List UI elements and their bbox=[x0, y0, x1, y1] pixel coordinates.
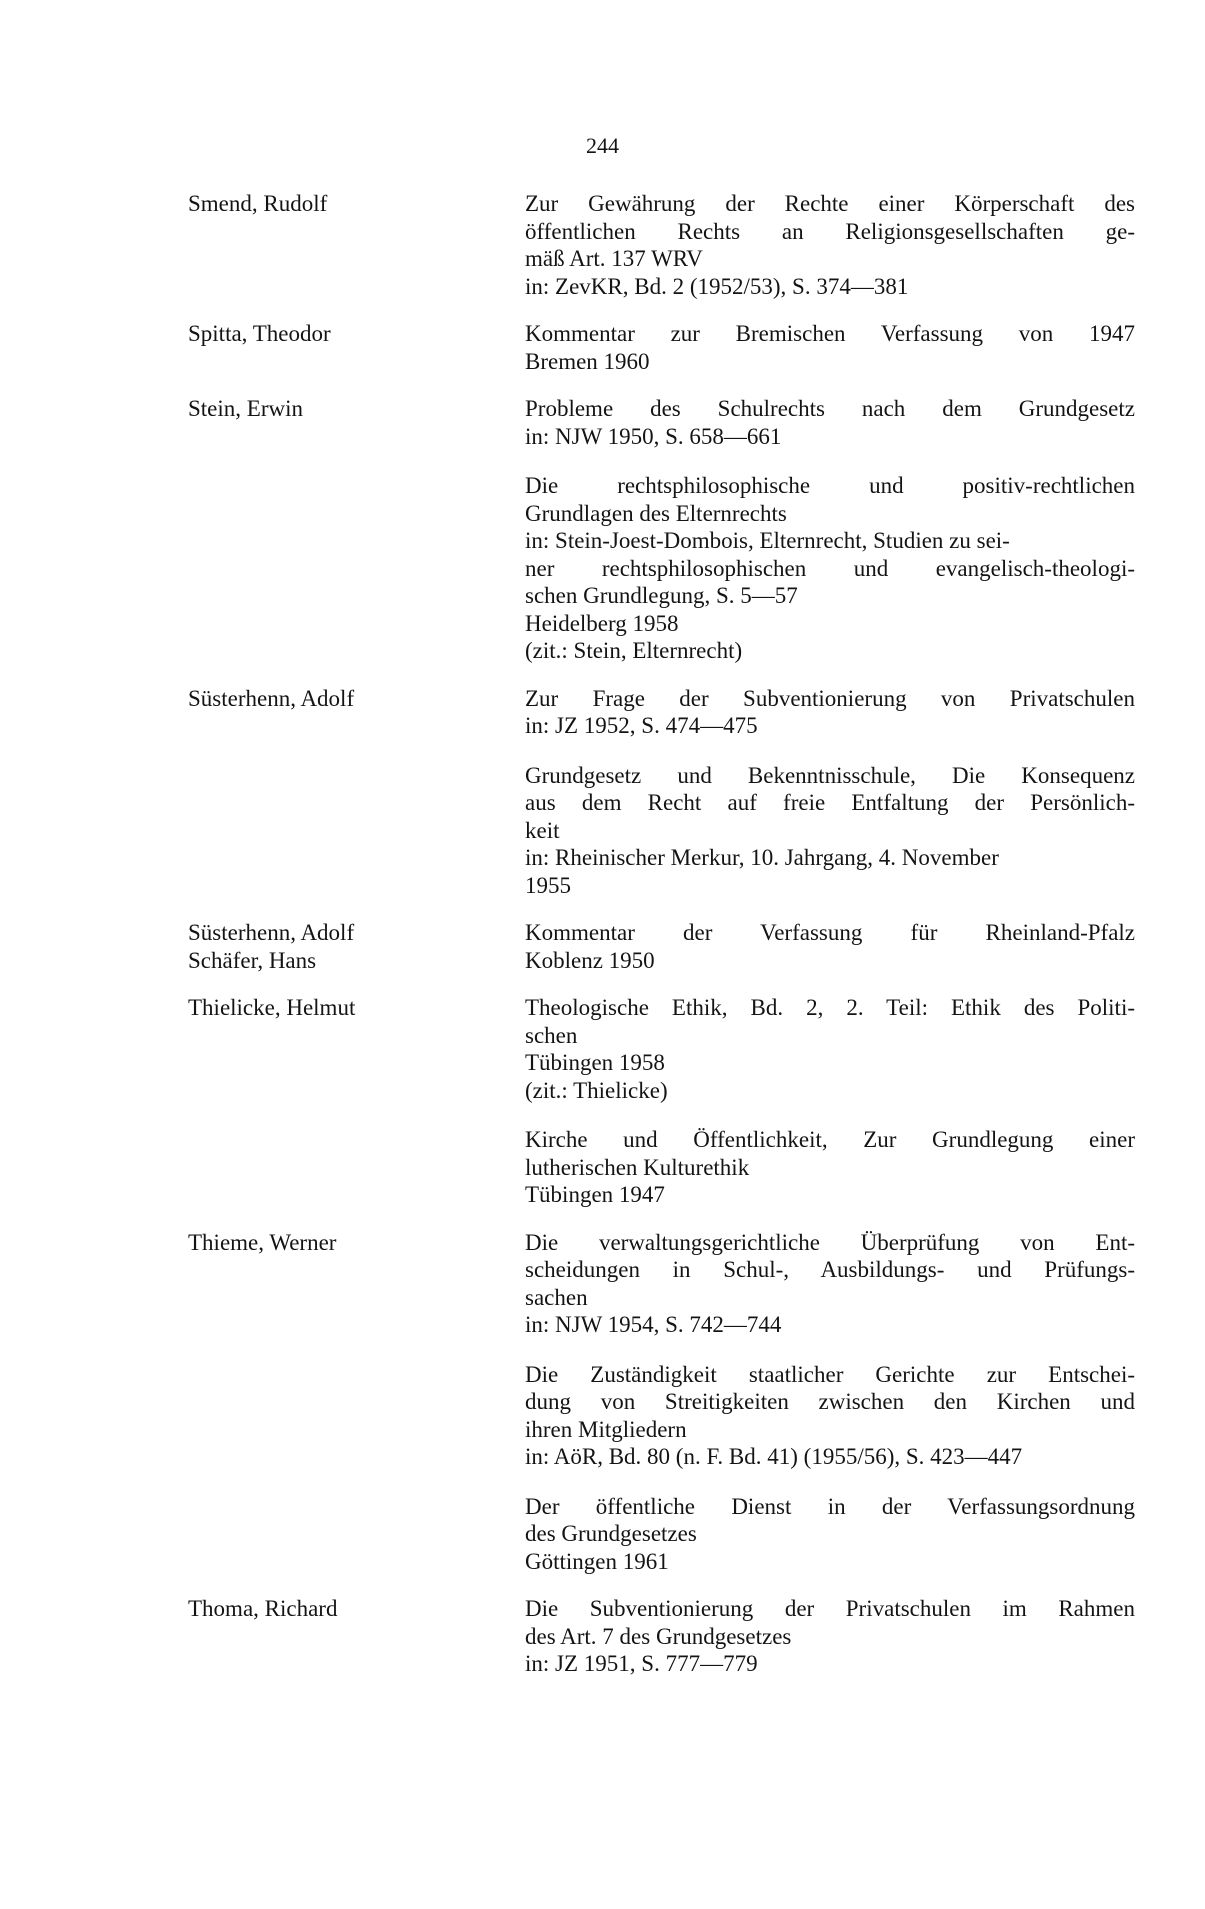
citation-line: keit bbox=[525, 817, 560, 843]
work-citation bbox=[525, 994, 1135, 1104]
citation-line: Zur Frage der Subventionierung von Privatschulen bbox=[525, 685, 1135, 711]
citation-line: des Grundgesetzes bbox=[525, 1521, 697, 1546]
citation-line: lutherischen Kulturethik bbox=[525, 1154, 750, 1180]
author-line: Süsterhenn, Adolf bbox=[188, 920, 355, 945]
citation-line: scheidungen in Schul-, Ausbildungs- und Prüfungs- bbox=[525, 1257, 1135, 1282]
author-name bbox=[188, 395, 488, 423]
citation-line: Die verwaltungsgerichtliche Überprüfung von Ent- bbox=[525, 1229, 1135, 1255]
works-list bbox=[525, 1595, 1135, 1678]
bibliography-entry bbox=[0, 395, 1205, 665]
citation-line: mäß Art. 137 WRV bbox=[525, 246, 703, 271]
citation-line: Heidelberg 1958 bbox=[525, 610, 679, 636]
citation-line: schen Grundlegung, S. 5—57 bbox=[525, 583, 798, 608]
work-citation bbox=[525, 320, 1135, 375]
works-list bbox=[525, 685, 1135, 900]
bibliography-list bbox=[0, 190, 1205, 1698]
citation-line: ner rechtsphilosophischen und evangelisch-theologi- bbox=[525, 555, 1135, 581]
citation-line: aus dem Recht auf freie Entfaltung der Persönlich- bbox=[525, 790, 1135, 815]
citation-line: in: JZ 1952, S. 474—475 bbox=[525, 713, 758, 738]
work-citation bbox=[525, 1595, 1135, 1678]
author-name bbox=[188, 1229, 488, 1257]
citation-line: Theologische Ethik, Bd. 2, 2. Teil: Ethik des Politi- bbox=[525, 995, 1135, 1020]
works-list bbox=[525, 919, 1135, 974]
work-citation bbox=[525, 1493, 1135, 1576]
author-name bbox=[188, 190, 488, 218]
bibliography-entry bbox=[0, 1229, 1205, 1576]
work-citation bbox=[525, 762, 1135, 900]
citation-line: Die Subventionierung der Privatschulen im Rahmen bbox=[525, 1596, 1135, 1621]
citation-line: ihren Mitgliedern bbox=[525, 1416, 687, 1442]
author-line: Thielicke, Helmut bbox=[188, 995, 356, 1020]
citation-line: Die rechtsphilosophische und positiv-rechtlichen bbox=[525, 473, 1135, 498]
work-citation bbox=[525, 685, 1135, 740]
work-citation bbox=[525, 1361, 1135, 1471]
citation-line: Koblenz 1950 bbox=[525, 947, 655, 973]
citation-line: Tübingen 1947 bbox=[525, 1182, 665, 1207]
bibliography-entry bbox=[0, 1595, 1205, 1678]
citation-line: Kommentar der Verfassung für Rheinland-Pfalz bbox=[525, 920, 1135, 945]
citation-line: dung von Streitigkeiten zwischen den Kirchen und bbox=[525, 1389, 1135, 1414]
citation-line: schen bbox=[525, 1022, 578, 1048]
author-name bbox=[188, 919, 488, 975]
bibliography-entry bbox=[0, 320, 1205, 375]
works-list bbox=[525, 395, 1135, 665]
works-list bbox=[525, 190, 1135, 300]
work-citation bbox=[525, 395, 1135, 450]
citation-line: in: JZ 1951, S. 777—779 bbox=[525, 1651, 758, 1676]
author-line: Thoma, Richard bbox=[188, 1596, 338, 1621]
citation-line: sachen bbox=[525, 1284, 588, 1310]
work-citation bbox=[525, 1126, 1135, 1209]
citation-line: Göttingen 1961 bbox=[525, 1548, 669, 1574]
citation-line: Kirche und Öffentlichkeit, Zur Grundlegung einer bbox=[525, 1127, 1135, 1152]
work-citation bbox=[525, 1229, 1135, 1339]
citation-line: Bremen 1960 bbox=[525, 348, 650, 374]
citation-line: 1955 bbox=[525, 872, 571, 898]
author-name bbox=[188, 1595, 488, 1623]
works-list bbox=[525, 1229, 1135, 1576]
works-list bbox=[525, 994, 1135, 1209]
bibliography-entry bbox=[0, 190, 1205, 300]
citation-line: Kommentar zur Bremischen Verfassung von 1947 bbox=[525, 321, 1135, 346]
citation-line: Grundgesetz und Bekenntnisschule, Die Konsequenz bbox=[525, 762, 1135, 788]
citation-line: in: ZevKR, Bd. 2 (1952/53), S. 374—381 bbox=[525, 273, 909, 299]
bibliography-entry bbox=[0, 919, 1205, 974]
work-citation bbox=[525, 190, 1135, 300]
author-line: Smend, Rudolf bbox=[188, 191, 328, 216]
bibliography-entry bbox=[0, 994, 1205, 1209]
citation-line: des Art. 7 des Grundgesetzes bbox=[525, 1623, 792, 1649]
bibliography-entry bbox=[0, 685, 1205, 900]
citation-line: Probleme des Schulrechts nach dem Grundgesetz bbox=[525, 396, 1135, 421]
citation-line: in: Stein-Joest-Dombois, Elternrecht, Studien zu sei- bbox=[525, 528, 1010, 553]
work-citation bbox=[525, 919, 1135, 974]
citation-line: in: AöR, Bd. 80 (n. F. Bd. 41) (1955/56), S. 423—447 bbox=[525, 1444, 1023, 1469]
citation-line: Die Zuständigkeit staatlicher Gerichte zur Entschei- bbox=[525, 1361, 1135, 1387]
works-list bbox=[525, 320, 1135, 375]
author-name bbox=[188, 994, 488, 1022]
author-line: Spitta, Theodor bbox=[188, 321, 331, 346]
author-line: Süsterhenn, Adolf bbox=[188, 685, 355, 711]
author-name bbox=[188, 685, 488, 713]
author-line: Stein, Erwin bbox=[188, 396, 303, 421]
author-line: Thieme, Werner bbox=[188, 1229, 337, 1255]
citation-line: in: NJW 1950, S. 658—661 bbox=[525, 423, 782, 449]
work-citation bbox=[525, 472, 1135, 665]
author-line: Schäfer, Hans bbox=[188, 948, 317, 973]
citation-line: (zit.: Thielicke) bbox=[525, 1077, 668, 1103]
author-name bbox=[188, 320, 488, 348]
citation-line: Grundlagen des Elternrechts bbox=[525, 500, 787, 526]
citation-line: in: Rheinischer Merkur, 10. Jahrgang, 4. November bbox=[525, 845, 999, 870]
citation-line: Der öffentliche Dienst in der Verfassungsordnung bbox=[525, 1493, 1135, 1519]
citation-line: Tübingen 1958 bbox=[525, 1050, 665, 1075]
page-number: 244 bbox=[586, 133, 619, 158]
citation-line: (zit.: Stein, Elternrecht) bbox=[525, 638, 743, 663]
citation-line: Zur Gewährung der Rechte einer Körperschaft des bbox=[525, 191, 1135, 216]
citation-line: in: NJW 1954, S. 742—744 bbox=[525, 1312, 782, 1337]
citation-line: öffentlichen Rechts an Religionsgesellschaften ge- bbox=[525, 218, 1135, 244]
